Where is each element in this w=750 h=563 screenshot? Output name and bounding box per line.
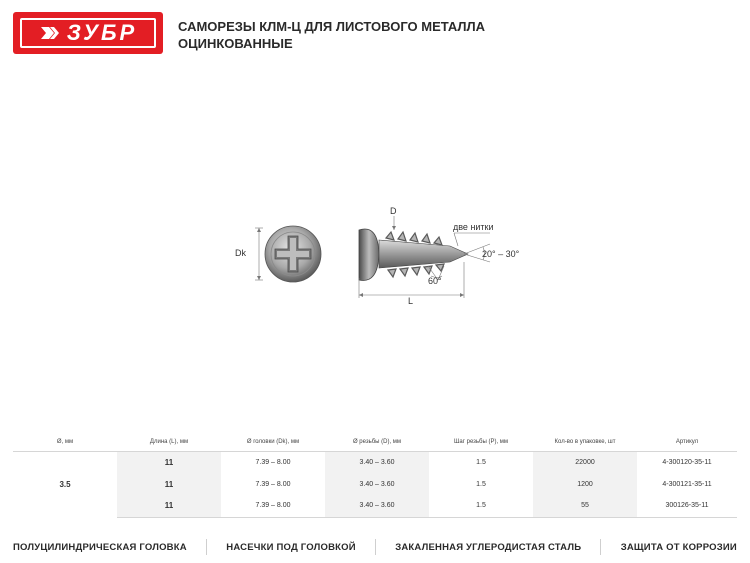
feature-divider	[375, 539, 376, 555]
product-title	[178, 18, 498, 52]
cell-pitch: 1.5	[476, 480, 486, 488]
features-bar	[13, 537, 737, 557]
d-label: D	[390, 206, 397, 216]
table-header-row	[13, 434, 737, 451]
cell-thread: 3.40 – 3.60	[325, 451, 429, 473]
cell-article: 4-300120-35-11	[662, 458, 712, 466]
feature-item: НАСЕЧКИ ПОД ГОЛОВКОЙ	[226, 541, 356, 553]
feature-divider	[206, 539, 207, 555]
header-pack-qty: Кол-во в упаковке, шт	[533, 434, 637, 451]
header-thread-pitch: Шаг резьбы (P), мм	[429, 434, 533, 451]
table-row	[13, 495, 737, 517]
l-label: L	[408, 296, 414, 306]
product-title-line1: САМОРЕЗЫ КЛМ-Ц ДЛЯ ЛИСТОВОГО МЕТАЛЛА	[178, 19, 486, 34]
cell-thread: 3.40 – 3.60	[325, 495, 429, 517]
two-threads-label: две нитки	[453, 222, 494, 232]
cell-length: 11	[117, 495, 221, 517]
cell-qty: 22000	[533, 451, 637, 473]
brand-arrow-icon	[39, 24, 61, 42]
header-article: Артикул	[637, 434, 737, 451]
brand-name: ЗУБР	[66, 20, 138, 45]
screw-shank	[379, 240, 468, 268]
thread-angle-label: 60°	[428, 276, 442, 286]
cell-article: 300126-35-11	[637, 495, 737, 517]
header-diameter: Ø, мм	[13, 434, 117, 451]
feature-item: ЗАЩИТА ОТ КОРРОЗИИ	[620, 541, 737, 553]
dk-label: Dk	[235, 248, 246, 258]
cell-pitch: 1.5	[476, 458, 486, 466]
table-row	[13, 473, 737, 495]
screw-head-side-view	[359, 229, 379, 280]
header-head-diameter: Ø головки (Dk), мм	[221, 434, 325, 451]
header-thread-diameter: Ø резьбы (D), мм	[325, 434, 429, 451]
cell-qty: 1200	[533, 473, 637, 495]
product-title-line2: ОЦИНКОВАННЫЕ	[178, 36, 293, 51]
table-row	[13, 451, 737, 473]
cell-diameter: 3.5	[59, 479, 71, 489]
tip-angle-label: 20° – 30°	[482, 249, 520, 259]
cell-head: 7.39 – 8.00	[221, 495, 325, 517]
cell-pitch: 1.5	[429, 495, 533, 517]
cell-qty: 55	[533, 495, 637, 517]
cell-length: 11	[117, 473, 221, 495]
feature-item: ПОЛУЦИЛИНДРИЧЕСКАЯ ГОЛОВКА	[13, 541, 187, 553]
cell-head: 7.39 – 8.00	[255, 480, 291, 488]
feature-item: ЗАКАЛЕННАЯ УГЛЕРОДИСТАЯ СТАЛЬ	[395, 541, 582, 553]
brand-logo-frame	[20, 18, 156, 48]
cell-thread: 3.40 – 3.60	[325, 473, 429, 495]
feature-divider	[600, 539, 601, 555]
cell-head: 7.39 – 8.00	[255, 458, 291, 466]
spec-table	[13, 434, 737, 518]
brand-logo	[13, 12, 163, 54]
header-length: Длина (L), мм	[117, 434, 221, 451]
cell-length: 11	[117, 451, 221, 473]
screw-drawing	[228, 200, 528, 310]
cell-article: 4-300121-35-11	[662, 480, 712, 488]
